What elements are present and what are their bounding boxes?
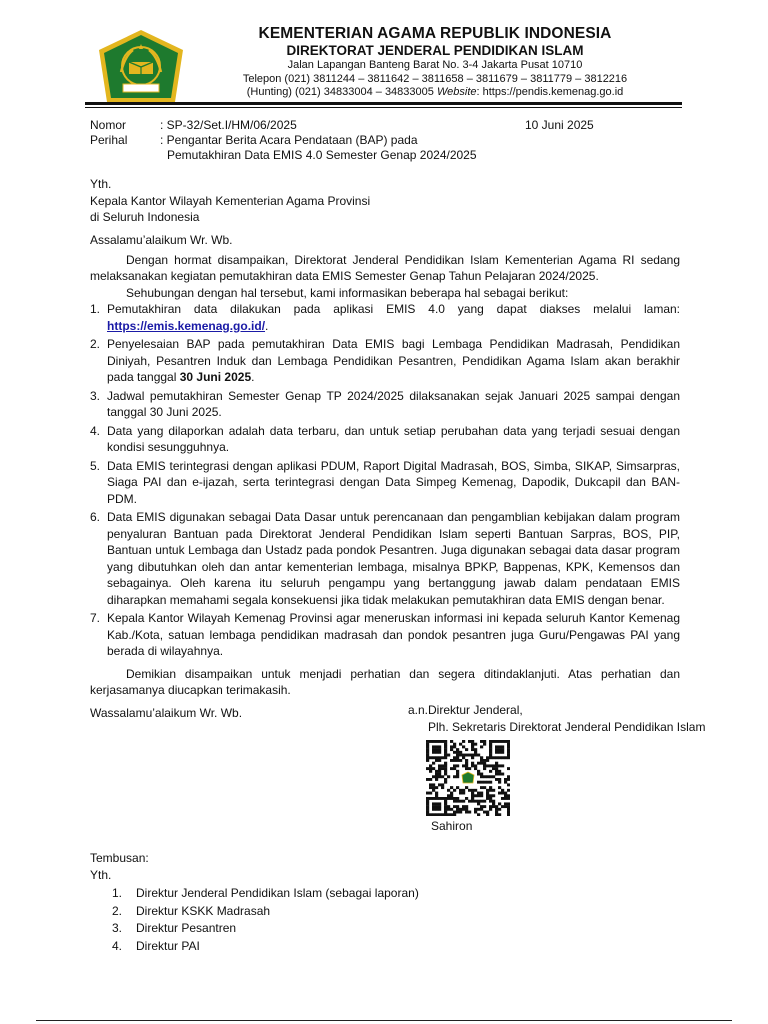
signature-an: a.n.Direktur Jenderal, — [408, 703, 523, 717]
carbon-copy — [90, 850, 590, 955]
hunting-numbers: (Hunting) (021) 34833004 – 34833005 — [246, 86, 434, 98]
nomor-value: : SP-32/Set.I/HM/06/2025 — [160, 118, 297, 132]
list-item-number: 6. — [90, 510, 101, 524]
letter-meta — [90, 117, 690, 163]
list-item — [112, 885, 590, 903]
list-item — [112, 903, 590, 921]
signature-block — [408, 702, 728, 735]
tembusan-yth: Yth. — [90, 867, 112, 882]
phone-numbers: Telepon (021) 3811244 – 3811642 – 3811658 – 3811679 – 3811779 – 3812216 — [242, 72, 628, 85]
list-item-number: 4. — [112, 938, 123, 953]
list-item-number: 7. — [90, 611, 101, 625]
intro-paragraph: Sehubungan dengan hal tersebut, kami informasikan beberapa hal sebagai berikut: — [126, 285, 569, 300]
closing-paragraph: Demikian disampaikan untuk menjadi perhatian dan segera ditindaklanjuti. Atas perhatian dan kerjasamanya diucapkan terimakasih. — [90, 666, 680, 697]
list-item — [90, 509, 680, 608]
list-item-text: Pemutakhiran data dilakukan pada aplikasi EMIS 4.0 yang dapat diakses melalui laman: — [107, 302, 680, 316]
info-list — [90, 301, 680, 660]
perihal-label: Perihal — [90, 133, 128, 147]
list-item — [90, 388, 680, 421]
recipient-line2: di Seluruh Indonesia — [90, 210, 200, 224]
list-item-text: Direktur Jenderal Pendidikan Islam (sebagai laporan) — [136, 886, 419, 900]
list-item-text: Direktur KSKK Madrasah — [136, 903, 271, 918]
list-item — [112, 920, 590, 938]
list-item-number: 1. — [90, 302, 101, 316]
list-item-text: Penyelesaian BAP pada pemutakhiran Data EMIS bagi Lembaga Pendidikan Madrasah, Pendidikan Diniyah, Pesantren Induk dan Lembaga Pendidikan Pesantren, Pendidikan Agama Islam akan berakhir pada tanggal — [107, 337, 680, 384]
emis-link[interactable]: https://emis.kemenag.go.id/ — [107, 318, 266, 333]
kemenag-logo-icon — [95, 28, 187, 106]
list-item-text: Direktur PAI — [136, 938, 200, 953]
list-item-text: Direktur Pesantren — [136, 921, 237, 935]
letterhead-rule-thin — [85, 107, 682, 108]
list-item-number: 5. — [90, 458, 101, 473]
letter-body — [90, 232, 680, 721]
signatory-name: Sahiron — [431, 819, 473, 833]
list-item-text: Jadwal pemutakhiran Semester Genap TP 2024/2025 dilaksanakan sejak Januari 2025 sampai dengan tanggal 30 Juni 2025. — [107, 388, 680, 419]
signature-title: Plh. Sekretaris Direktorat Jenderal Pendidikan Islam — [428, 719, 706, 734]
tembusan-label: Tembusan: — [90, 851, 149, 865]
list-item-text: Data EMIS digunakan sebagai Data Dasar untuk perencanaan dan pengamblian kebijakan dalam program penyaluran Bantuan pada Direktorat Jenderal Pendidikan Islam seperti Bantuan Sarpras, BOS, PIP, Bantuan untuk Lembaga dan Ustadz pada pondok Pesantren. Juga digunakan sebagai data dasar program yang dibutuhkan oleh dan antar kementerian lembaga, misalnya BPKP, Bappenas, KPK, Kemensos dan sebagainya. Oleh karena itu seluruh pengampu yang bertanggung jawab dalam pendataan EMIS diharapkan memahami segala konsekuensi jika tidak melakukan pemutakhiran data EMIS dengan benar. — [107, 510, 680, 607]
letterhead-rule-thick — [85, 102, 682, 105]
ministry-name: KEMENTERIAN AGAMA REPUBLIK INDONESIA — [258, 25, 612, 42]
list-item — [90, 423, 680, 456]
list-item-suffix: . — [251, 370, 255, 384]
list-item-number: 2. — [112, 903, 123, 918]
list-item — [90, 336, 680, 386]
recipient — [90, 176, 680, 226]
list-item-text: Kepala Kantor Wilayah Kemenag Provinsi agar meneruskan informasi ini kepada seluruh Kantor Kemenag Kab./Kota, satuan lembaga pendidikan madrasah dan pondok pesantren juga Guru/Pengawas PAI yang berada di wilayahnya. — [107, 611, 680, 658]
list-item-suffix: . — [265, 318, 269, 333]
perihal-value: : Pengantar Berita Acara Pendataan (BAP) pada — [160, 133, 418, 147]
recipient-yth: Yth. — [90, 177, 112, 191]
deadline-date: 30 Juni 2025 — [179, 370, 252, 384]
closing-greeting: Wassalamu’alaikum Wr. Wb. — [90, 705, 243, 720]
opening-paragraph: Dengan hormat disampaikan, Direktorat Jenderal Pendidikan Islam Kementerian Agama RI sedang melaksanakan kegiatan pemutakhiran data EMIS Semester Genap Tahun Pelajaran 2024/2025. — [90, 252, 680, 283]
recipient-line1: Kepala Kantor Wilayah Kementerian Agama Provinsi — [90, 193, 371, 208]
list-item-number: 3. — [90, 388, 101, 403]
website-label: Website — [436, 86, 477, 98]
greeting: Assalamu’alaikum Wr. Wb. — [90, 233, 233, 247]
perihal-value-continued: Pemutakhiran Data EMIS 4.0 Semester Genap 2024/2025 — [167, 148, 477, 162]
website-url: : https://pendis.kemenag.go.id — [476, 86, 624, 98]
list-item-number: 4. — [90, 423, 101, 438]
nomor-label: Nomor — [90, 118, 127, 132]
directorate-name: DIREKTORAT JENDERAL PENDIDIKAN ISLAM — [286, 43, 584, 58]
tembusan-list — [112, 885, 590, 955]
list-item-text: Data yang dilaporkan adalah data terbaru, dan untuk setiap perubahan data yang terjadi sesuai dengan kondisi sesungguhnya. — [107, 423, 680, 454]
list-item — [90, 610, 680, 660]
list-item — [90, 458, 680, 508]
list-item-text: Data EMIS terintegrasi dengan aplikasi PDUM, Raport Digital Madrasah, BOS, Simba, SIKAP, Simsarpras, Siaga PAI dan e-ijazah, serta terintegrasi dengan Data Simpeg Kemenag, Dapodik, Dukcapil dan BAN-PDM. — [107, 458, 680, 506]
footer-rule — [36, 1020, 732, 1021]
hunting-contact — [205, 86, 665, 100]
list-item-number: 2. — [90, 337, 101, 351]
letter-date: 10 Juni 2025 — [525, 118, 594, 132]
list-item — [112, 938, 590, 956]
address: Jalan Lapangan Banteng Barat No. 3-4 Jakarta Pusat 10710 — [287, 59, 583, 71]
list-item-number: 3. — [112, 921, 123, 935]
list-item — [90, 301, 680, 334]
letterhead — [0, 0, 768, 110]
list-item-number: 1. — [112, 886, 123, 900]
qr-code-icon — [426, 740, 510, 816]
